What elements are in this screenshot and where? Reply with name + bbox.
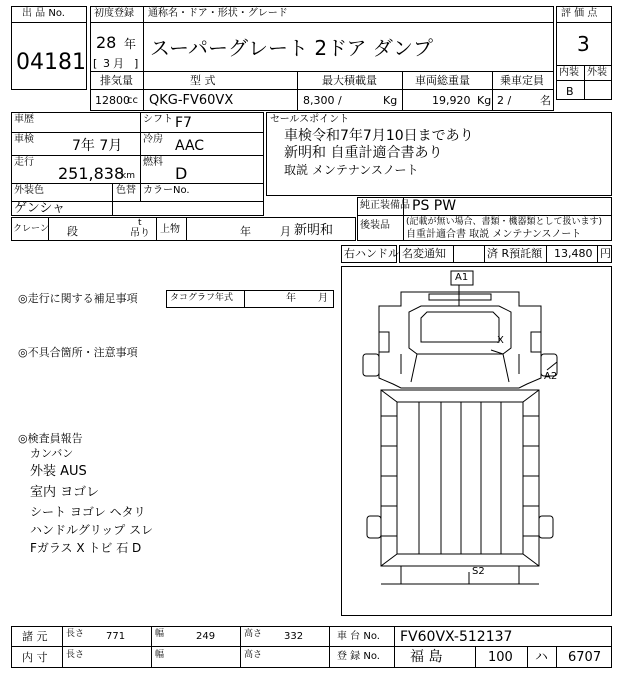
reg-kana: ハ <box>535 650 549 665</box>
reg-month: 3 <box>103 57 110 70</box>
mark-x: X <box>497 335 504 346</box>
month-close: ] <box>134 57 139 70</box>
sales-label: セールスポイント <box>270 114 350 125</box>
chassis-no: FV60VX-512137 <box>400 629 513 645</box>
model: QKG-FV60VX <box>149 93 234 108</box>
month-open: [ <box>93 57 98 70</box>
change-notice-label: 名変通知 <box>402 247 446 260</box>
tax-label: 済 R預託額 <box>487 247 543 260</box>
body-maker: 新明和 <box>294 223 334 238</box>
mark-a2: A2 <box>544 371 558 382</box>
crane-nen: 年 <box>240 225 251 238</box>
capacity-unit: 名 <box>540 94 551 107</box>
model-label: 型 式 <box>190 74 216 87</box>
reg-year: 28 <box>96 33 117 52</box>
inspection: 7年 7月 <box>72 138 123 154</box>
color-label: 外装色 <box>14 185 44 196</box>
fuel-label: 燃料 <box>143 157 163 168</box>
defect-label: ◎不具合箇所・注意事項 <box>18 346 138 359</box>
reg-place: 福 島 <box>410 649 443 665</box>
mark-a1: A1 <box>455 272 469 283</box>
interior-grade: B <box>566 85 574 98</box>
capacity: 2 / <box>497 94 512 107</box>
interior-height-label: 高さ <box>244 650 263 660</box>
report-line-6: Fガラス X トビ 石 D <box>30 541 142 555</box>
lot-number: 04181 <box>16 50 86 75</box>
crane-tsuki: 月 <box>280 225 291 238</box>
grade-value: 3 <box>577 32 590 56</box>
footer-box <box>11 626 612 668</box>
year-unit: 年 <box>124 37 137 51</box>
chassis-label: 車 台 No. <box>337 631 380 642</box>
crane-t: t <box>138 218 142 228</box>
handle: 右ハンドル <box>344 247 399 260</box>
drive-notes-label: ◎走行に関する補足事項 <box>18 292 138 305</box>
report-line-1: カンバン <box>30 447 74 460</box>
shift: F7 <box>175 115 192 131</box>
report-line-4: シート ヨゴレ ヘタリ <box>30 505 146 519</box>
after-label: 後装品 <box>360 220 390 231</box>
mark-s2: S2 <box>472 566 485 577</box>
crane-label: クレーン <box>13 224 49 234</box>
equipment-label: 純正装備品 <box>360 200 410 211</box>
crane-dan: 段 <box>67 225 78 238</box>
max-load: 8,300 / <box>303 94 342 107</box>
mileage-label: 走行 <box>14 157 34 168</box>
inspector-label: ◎検査員報告 <box>18 432 83 445</box>
tacho-tsuki: 月 <box>318 293 328 304</box>
interior-label: 内装 <box>559 67 579 78</box>
dims-label: 諸 元 <box>22 630 48 643</box>
max-load-label: 最大積載量 <box>322 74 377 87</box>
report-line-3: 室内 ヨゴレ <box>30 485 100 500</box>
displacement: 12800 <box>95 94 130 107</box>
history-label: 車歴 <box>14 114 34 125</box>
color: ゲンシャ <box>14 201 66 216</box>
displacement-unit: cc <box>127 95 138 106</box>
reg-class: 100 <box>488 650 513 665</box>
mileage-unit: km <box>121 171 135 181</box>
interior-length-label: 長さ <box>66 650 85 660</box>
inspection-label: 車検 <box>14 134 34 145</box>
first-reg-label: 初度登録 <box>94 8 134 19</box>
width-label: 幅 <box>155 629 165 639</box>
jobutsu-label: 上物 <box>160 224 180 235</box>
equipment-note: (記載が無い場合、書類・機器類として扱います) <box>406 217 603 227</box>
equipment-value: PS PW <box>412 198 457 214</box>
ac: AAC <box>175 138 205 154</box>
exterior-label: 外装 <box>587 67 607 78</box>
tacho-nen: 年 <box>286 293 296 304</box>
reg-number: 6707 <box>568 650 602 665</box>
vehicle-name: スーパーグレート 2ドア ダンプ <box>150 36 434 60</box>
height: 332 <box>284 631 304 642</box>
crane-tsuri: 吊り <box>130 228 150 239</box>
height-label: 高さ <box>244 629 263 639</box>
report-line-5: ハンドルグリップ スレ <box>30 523 154 537</box>
color-code-label: カラーNo. <box>143 185 190 196</box>
length: 771 <box>106 631 126 642</box>
width: 249 <box>196 631 216 642</box>
capacity-label: 乗車定員 <box>500 74 544 87</box>
grade-label: 評 価 点 <box>561 8 598 19</box>
displacement-label: 排気量 <box>100 74 133 87</box>
lot-label: 出 品 No. <box>22 8 65 19</box>
gross-weight-label: 車両総重量 <box>415 74 470 87</box>
report-line-2: 外装 AUS <box>30 464 87 479</box>
gross-weight-unit: Kg <box>477 94 492 107</box>
interior-width-label: 幅 <box>155 650 165 660</box>
title-label: 通称名・ドア・形状・グレード <box>148 8 288 19</box>
interior-dims-label: 内 寸 <box>22 651 48 664</box>
mileage: 251,838 <box>58 164 125 183</box>
sales-line-1: 車検令和7年7月10日まであり <box>284 128 474 144</box>
sales-line-3: 取説 メンテナンスノート <box>284 163 419 177</box>
tacho-label: タコグラフ年式 <box>170 293 234 303</box>
truck-diagram <box>341 266 612 616</box>
tax-unit: 円 <box>600 247 611 260</box>
tax-value: 13,480 <box>554 247 593 260</box>
max-load-unit: Kg <box>383 94 398 107</box>
fuel: D <box>175 164 188 183</box>
equipment-value-2: 自重計適合書 取説 メンテナンスノート <box>406 229 582 240</box>
length-label: 長さ <box>66 629 85 639</box>
reg-label: 登 録 No. <box>337 651 380 662</box>
ac-label: 冷房 <box>143 134 163 145</box>
month-unit: 月 <box>113 57 124 70</box>
sales-line-2: 新明和 自重計適合書あり <box>284 145 443 161</box>
shift-label: シフト <box>143 114 173 125</box>
gross-weight: 19,920 <box>432 94 471 107</box>
color-no-label: 色替 <box>116 185 136 196</box>
